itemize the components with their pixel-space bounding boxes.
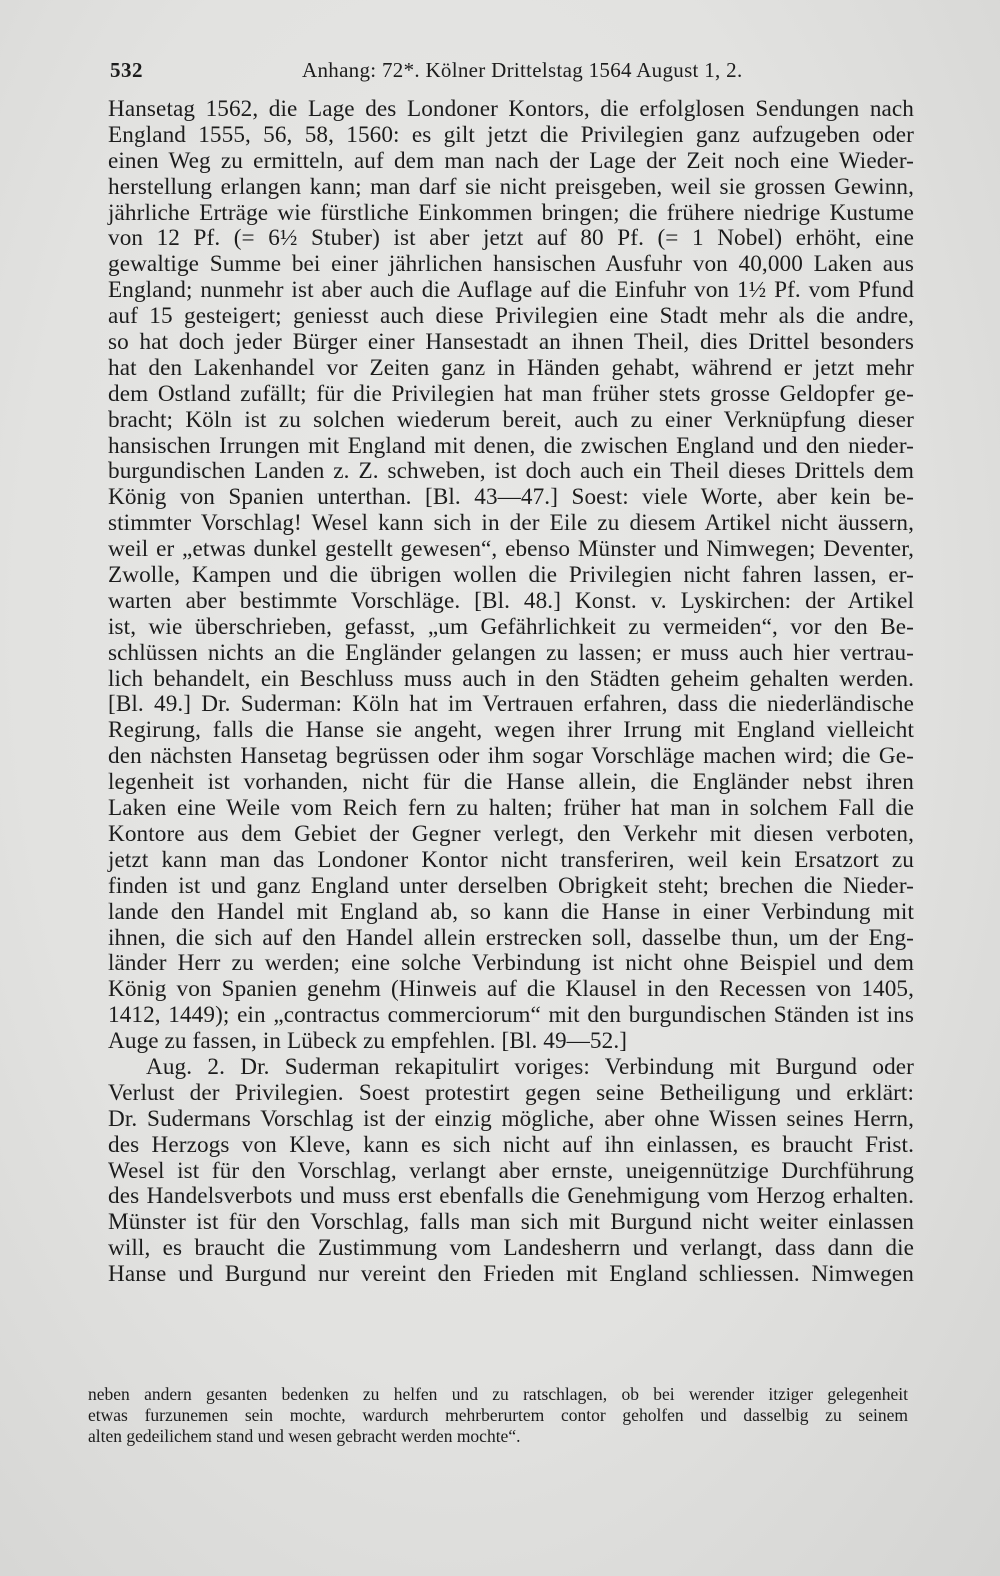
footnote-line: etwas furzunemen sein mochte, wardurch mehrberurtem contor geholfen und dasselbig zu seinem: [88, 1405, 908, 1425]
text-line: Regirung, falls die Hanse sie angeht, wegen ihrer Irrung mit England vielleicht: [108, 717, 914, 744]
text-line: Hansetag 1562, die Lage des Londoner Kontors, die erfolglosen Sendungen nach: [108, 96, 914, 122]
text-line: dem Ostland zufällt; für die Privilegien hat man früher stets grosse Geldopfer ge-: [108, 380, 914, 407]
text-line: einen Weg zu ermitteln, auf dem man nach der Lage der Zeit noch eine Wieder-: [108, 147, 914, 174]
body-text: [108, 97, 914, 1288]
text-line: Aug. 2. Dr. Suderman rekapitulirt voriges: Verbindung mit Burgund oder: [146, 1053, 914, 1080]
text-line: will, es braucht die Zustimmung vom Landesherrn und verlangt, dass dann die: [108, 1235, 914, 1262]
text-line: jährliche Erträge wie fürstliche Einkommen bringen; die frühere niedrige Kustume: [108, 199, 914, 226]
text-line: England 1555, 56, 58, 1560: es gilt jetzt die Privilegien ganz aufzugeben oder: [108, 121, 914, 148]
text-line: Hanse und Burgund nur vereint den Frieden mit England schliessen. Nimwegen: [108, 1261, 914, 1288]
footnote: [88, 1384, 908, 1447]
page-header: [110, 58, 910, 88]
text-line: von 12 Pf. (= 6½ Stuber) ist aber jetzt auf 80 Pf. (= 1 Nobel) erhöht, eine: [108, 225, 914, 252]
text-line: finden ist und ganz England unter derselben Obrigkeit steht; brechen die Nieder-: [108, 872, 914, 899]
text-line: länder Herr zu werden; eine solche Verbindung ist nicht ohne Beispiel und dem: [108, 950, 914, 977]
text-line: warten aber bestimmte Vorschläge. [Bl. 48.] Konst. v. Lyskirchen: der Artikel: [108, 587, 914, 614]
text-line: des Handelsverbots und muss erst ebenfalls die Genehmigung vom Herzog erhalten.: [108, 1183, 914, 1210]
text-line: den nächsten Hansetag begrüssen oder ihm sogar Vorschläge machen wird; die Ge-: [108, 743, 914, 770]
text-line: König von Spanien genehm (Hinweis auf die Klausel in den Recessen von 1405,: [108, 976, 914, 1003]
text-line: gewaltige Summe bei einer jährlichen hansischen Ausfuhr von 40,000 Laken aus: [108, 251, 914, 278]
text-line: jetzt kann man das Londoner Kontor nicht transferiren, weil kein Ersatzort zu: [108, 846, 914, 873]
text-line: [Bl. 49.] Dr. Suderman: Köln hat im Vertrauen erfahren, dass die niederländische: [108, 691, 914, 718]
text-line: Laken eine Weile vom Reich fern zu halten; früher hat man in solchem Fall die: [108, 795, 914, 822]
text-line: legenheit ist vorhanden, nicht für die Hanse allein, die Engländer nebst ihren: [108, 769, 914, 796]
text-line: weil er „etwas dunkel gestellt gewesen“, ebenso Münster und Nimwegen; Deventer,: [108, 536, 914, 563]
text-line: lich behandelt, ein Beschluss muss auch in den Städten geheim gehalten werden.: [108, 665, 914, 692]
text-line: lande den Handel mit England ab, so kann die Hanse in einer Verbindung mit: [108, 898, 914, 925]
text-line: Dr. Sudermans Vorschlag ist der einzig mögliche, aber ohne Wissen seines Herrn,: [108, 1105, 914, 1132]
page-number: 532: [110, 58, 143, 82]
text-line: des Herzogs von Kleve, kann es sich nicht auf ihn einlassen, es braucht Frist.: [108, 1131, 914, 1158]
text-line: Wesel ist für den Vorschlag, verlangt aber ernste, uneigennützige Durchführung: [108, 1157, 914, 1184]
text-line: bracht; Köln ist zu solchen wiederum bereit, auch zu einer Verknüpfung dieser: [108, 406, 914, 433]
text-line: auf 15 gesteigert; geniesst auch diese Privilegien eine Stadt mehr als die andre,: [108, 303, 914, 330]
text-line: hat den Lakenhandel vor Zeiten ganz in Händen gehabt, während er jetzt mehr: [108, 354, 914, 381]
text-line: herstellung erlangen kann; man darf sie nicht preisgeben, weil sie grossen Gewinn,: [108, 173, 914, 200]
text-line: 1412, 1449); ein „contractus commerciorum“ mit den burgundischen Ständen ist ins: [108, 1002, 914, 1029]
text-line: England; nunmehr ist aber auch die Auflage auf die Einfuhr von 1½ Pf. vom Pfund: [108, 277, 914, 304]
text-line: ihnen, die sich auf den Handel allein erstrecken soll, dasselbe thun, um der Eng-: [108, 924, 914, 951]
text-line: Kontore aus dem Gebiet der Gegner verlegt, den Verkehr mit diesen verboten,: [108, 820, 914, 847]
text-line: schlüssen nichts an die Engländer gelangen zu lassen; er muss auch hier vertrau-: [108, 639, 914, 666]
text-line: hansischen Irrungen mit England mit denen, die zwischen England und den nieder-: [108, 432, 914, 459]
footnote-line: neben andern gesanten bedenken zu helfen und zu ratschlagen, ob bei werender itziger gelegenheit: [88, 1384, 908, 1404]
text-line: Verlust der Privilegien. Soest protestirt gegen seine Betheiligung und erklärt:: [108, 1079, 914, 1106]
text-line: Auge zu fassen, in Lübeck zu empfehlen. [Bl. 49—52.]: [108, 1028, 628, 1055]
text-line: burgundischen Landen z. Z. schweben, ist doch auch ein Theil dieses Drittels dem: [108, 458, 914, 485]
text-line: König von Spanien unterthan. [Bl. 43—47.] Soest: viele Worte, aber kein be-: [108, 484, 914, 511]
text-line: so hat doch jeder Bürger einer Hansestadt an ihnen Theil, dies Drittel besonders: [108, 329, 914, 356]
text-line: Münster ist für den Vorschlag, falls man sich mit Burgund nicht weiter einlassen: [108, 1209, 914, 1236]
footnote-line: alten gedeilichem stand und wesen gebracht werden mochte“.: [88, 1426, 521, 1446]
text-line: Zwolle, Kampen und die übrigen wollen die Privilegien nicht fahren lassen, er-: [108, 562, 914, 589]
running-head: Anhang: 72*. Kölner Drittelstag 1564 August 1, 2.: [302, 58, 743, 82]
text-line: ist, wie überschrieben, gefasst, „um Gefährlichkeit zu vermeiden“, vor den Be-: [108, 613, 914, 640]
text-line: stimmter Vorschlag! Wesel kann sich in der Eile zu diesem Artikel nicht äussern,: [108, 510, 914, 537]
